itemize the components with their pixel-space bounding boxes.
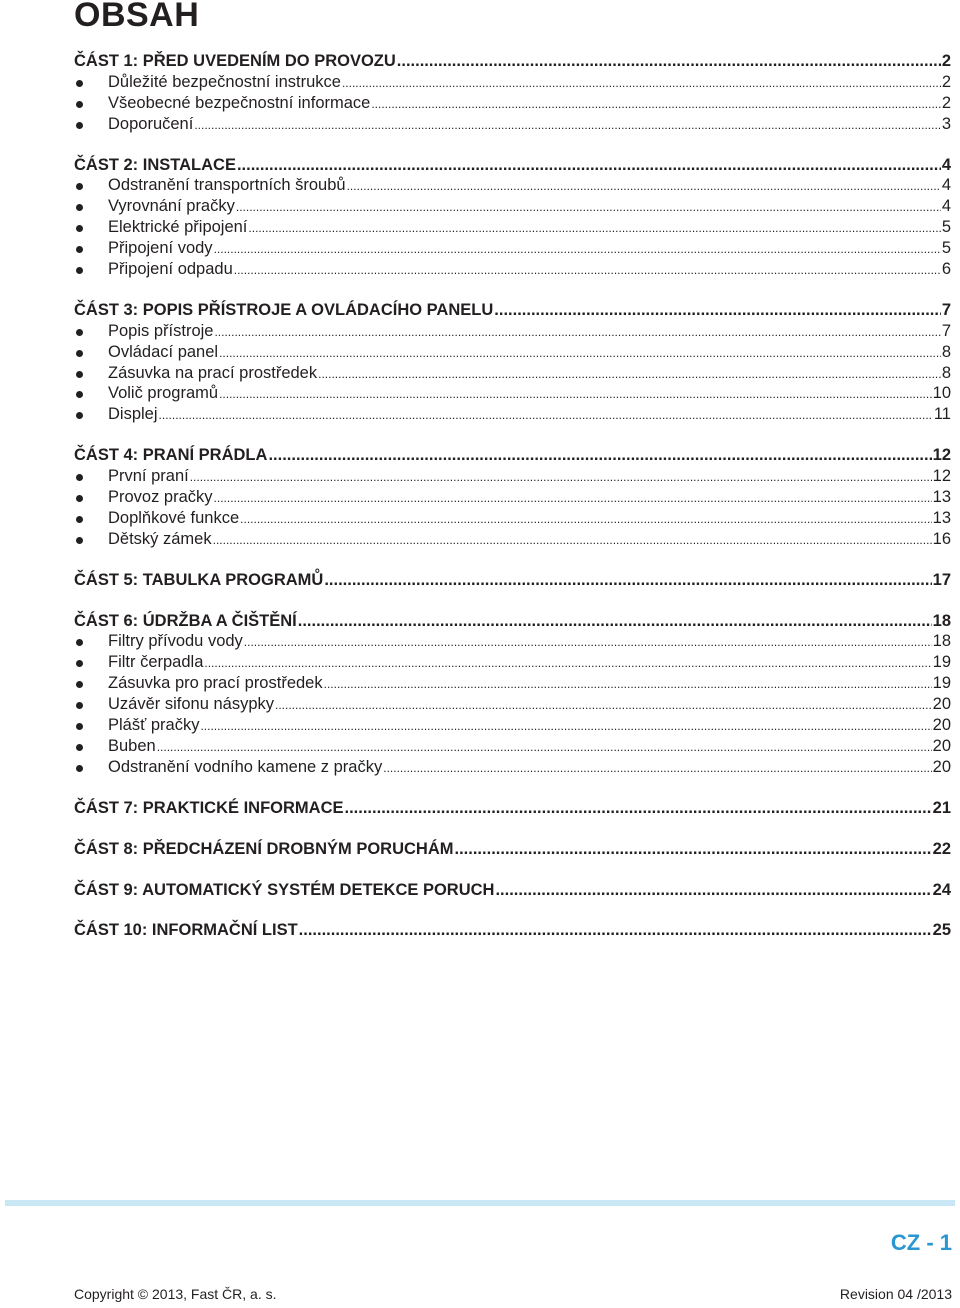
toc-entry[interactable] xyxy=(74,383,951,404)
toc-section xyxy=(74,880,951,901)
dot-leader xyxy=(214,488,932,509)
bullet-icon xyxy=(76,122,83,129)
entry-page-number: 7 xyxy=(941,321,951,340)
entry-label: Filtry přívodu vody xyxy=(108,632,243,651)
toc-entry[interactable] xyxy=(74,342,951,363)
dot-leader xyxy=(268,445,931,466)
section-page-number: 2 xyxy=(941,52,951,70)
entry-page-number: 2 xyxy=(941,72,951,91)
entry-page-number: 8 xyxy=(941,363,951,382)
dot-leader xyxy=(342,73,941,94)
bullet-icon xyxy=(76,101,83,108)
toc-entry[interactable] xyxy=(74,404,951,425)
section-title: ČÁST 4: PRANÍ PRÁDLA xyxy=(74,446,268,465)
section-page-number: 22 xyxy=(932,839,951,858)
entry-page-number: 19 xyxy=(932,653,951,672)
toc-section-heading[interactable] xyxy=(74,611,951,632)
entry-label: Vyrovnání pračky xyxy=(108,197,235,216)
entry-label: Elektrické připojení xyxy=(108,218,248,237)
toc-section-heading[interactable] xyxy=(74,570,951,591)
bullet-icon xyxy=(76,702,83,709)
toc-entry[interactable] xyxy=(74,72,951,93)
toc-section xyxy=(74,611,951,778)
entry-page-number: 11 xyxy=(933,405,951,424)
entry-label: Zásuvka pro prací prostředek xyxy=(108,674,323,693)
toc-entry[interactable] xyxy=(74,238,951,259)
dot-leader xyxy=(213,530,932,551)
entry-page-number: 4 xyxy=(941,176,951,195)
dot-leader xyxy=(234,260,941,281)
dot-leader xyxy=(455,839,932,860)
toc-section-heading[interactable] xyxy=(74,920,951,941)
entry-page-number: 20 xyxy=(932,736,951,755)
dot-leader xyxy=(495,880,931,901)
dot-leader xyxy=(240,509,931,530)
bullet-icon xyxy=(76,495,83,502)
section-page-number: 21 xyxy=(932,798,951,817)
entry-label: Doporučení xyxy=(108,114,194,133)
toc-section xyxy=(74,445,951,549)
entry-label: Dětský zámek xyxy=(108,529,212,548)
toc-entry[interactable] xyxy=(74,259,951,280)
entry-label: Plášť pračky xyxy=(108,716,200,735)
entry-label: Zásuvka na prací prostředek xyxy=(108,363,318,382)
bullet-icon xyxy=(76,516,83,523)
entry-page-number: 4 xyxy=(941,197,951,216)
section-title: ČÁST 9: AUTOMATICKÝ SYSTÉM DETEKCE PORUCH xyxy=(74,880,495,899)
bullet-icon xyxy=(76,660,83,667)
dot-leader xyxy=(324,570,931,591)
dot-leader xyxy=(214,239,941,260)
entry-page-number: 12 xyxy=(932,467,951,486)
section-title: ČÁST 2: INSTALACE xyxy=(74,155,236,174)
entry-page-number: 18 xyxy=(932,632,951,651)
dot-leader xyxy=(324,674,932,695)
section-page-number: 17 xyxy=(932,570,951,589)
entry-page-number: 20 xyxy=(932,695,951,714)
toc-entry[interactable] xyxy=(74,715,951,736)
page-number: CZ - 1 xyxy=(890,1230,952,1255)
dot-leader xyxy=(347,176,941,197)
toc-section-heading[interactable] xyxy=(74,839,951,860)
entry-label: Doplňkové funkce xyxy=(108,508,240,527)
toc-entry[interactable] xyxy=(74,736,951,757)
bullet-icon xyxy=(76,765,83,772)
toc-entry[interactable] xyxy=(74,652,951,673)
dot-leader xyxy=(397,51,941,72)
dot-leader xyxy=(494,300,941,321)
dot-leader xyxy=(214,322,940,343)
dot-leader xyxy=(345,798,932,819)
toc-entry[interactable] xyxy=(74,631,951,652)
toc-entry[interactable] xyxy=(74,217,951,238)
footer-revision: Revision 04 /2013 xyxy=(839,1286,952,1302)
section-page-number: 18 xyxy=(932,611,951,630)
entry-page-number: 13 xyxy=(932,488,951,507)
entry-label: Připojení vody xyxy=(108,239,213,258)
dot-leader xyxy=(383,758,931,779)
entry-label: Všeobecné bezpečnostní informace xyxy=(108,93,371,112)
entry-page-number: 16 xyxy=(932,529,951,548)
bullet-icon xyxy=(76,391,83,398)
toc-entry[interactable] xyxy=(74,487,951,508)
dot-leader xyxy=(204,653,931,674)
entry-page-number: 2 xyxy=(941,93,951,112)
dot-leader xyxy=(194,115,941,136)
section-title: ČÁST 10: INFORMAČNÍ LIST xyxy=(74,921,298,940)
entry-page-number: 13 xyxy=(932,508,951,527)
entry-page-number: 6 xyxy=(941,260,951,279)
entry-label: Odstranění transportních šroubů xyxy=(108,176,346,195)
section-page-number: 24 xyxy=(932,880,951,899)
dot-leader xyxy=(219,343,941,364)
bullet-icon xyxy=(76,204,83,211)
toc-entry[interactable] xyxy=(74,508,951,529)
toc-entry[interactable] xyxy=(74,363,951,384)
bullet-icon xyxy=(76,267,83,274)
entry-label: Filtr čerpadla xyxy=(108,653,204,672)
dot-leader xyxy=(190,467,932,488)
section-title: ČÁST 7: PRAKTICKÉ INFORMACE xyxy=(74,798,344,817)
entry-label: Volič programů xyxy=(108,384,219,403)
entry-page-number: 20 xyxy=(932,716,951,735)
toc-section xyxy=(74,839,951,860)
toc-section-heading[interactable] xyxy=(74,445,951,466)
toc-entry[interactable] xyxy=(74,175,951,196)
dot-leader xyxy=(236,197,941,218)
toc-entry[interactable] xyxy=(74,694,951,715)
entry-label: Popis přístroje xyxy=(108,321,214,340)
entry-label: Připojení odpadu xyxy=(108,260,233,279)
section-title: ČÁST 5: TABULKA PROGRAMŮ xyxy=(74,570,324,589)
entry-page-number: 5 xyxy=(941,239,951,258)
dot-leader xyxy=(318,364,941,385)
footer-divider xyxy=(5,1200,955,1206)
toc-section-heading[interactable] xyxy=(74,798,951,819)
toc-entry[interactable] xyxy=(74,196,951,217)
dot-leader xyxy=(298,611,932,632)
dot-leader xyxy=(299,920,932,941)
section-title: ČÁST 3: POPIS PŘÍSTROJE A OVLÁDACÍHO PANELU xyxy=(74,300,494,319)
entry-page-number: 19 xyxy=(932,674,951,693)
dot-leader xyxy=(371,94,940,115)
entry-label: Uzávěr sifonu násypky xyxy=(108,695,274,714)
toc-section xyxy=(74,51,951,135)
bullet-icon xyxy=(76,246,83,253)
toc-section xyxy=(74,570,951,591)
entry-label: Provoz pračky xyxy=(108,488,213,507)
dot-leader xyxy=(159,405,933,426)
bullet-icon xyxy=(76,371,83,378)
entry-label: Displej xyxy=(108,405,158,424)
entry-label: Ovládací panel xyxy=(108,342,219,361)
section-page-number: 25 xyxy=(932,921,951,940)
section-title: ČÁST 6: ÚDRŽBA A ČIŠTĚNÍ xyxy=(74,611,297,630)
bullet-icon xyxy=(76,350,83,357)
toc-entry[interactable] xyxy=(74,673,951,694)
toc-section xyxy=(74,300,951,425)
dot-leader xyxy=(244,632,932,653)
dot-leader xyxy=(248,218,940,239)
entry-page-number: 3 xyxy=(941,114,951,133)
entry-label: První praní xyxy=(108,467,189,486)
bullet-icon xyxy=(76,225,83,232)
entry-page-number: 5 xyxy=(941,218,951,237)
toc-entry[interactable] xyxy=(74,466,951,487)
bullet-icon xyxy=(76,744,83,751)
toc-entry[interactable] xyxy=(74,93,951,114)
dot-leader xyxy=(219,384,932,405)
section-title: ČÁST 8: PŘEDCHÁZENÍ DROBNÝM PORUCHÁM xyxy=(74,839,454,858)
section-page-number: 12 xyxy=(932,446,951,465)
bullet-icon xyxy=(76,537,83,544)
toc-entry[interactable] xyxy=(74,757,951,778)
toc-section-heading[interactable] xyxy=(74,155,951,176)
toc-entry[interactable] xyxy=(74,321,951,342)
page-title: OBSAH xyxy=(74,0,200,34)
entry-label: Buben xyxy=(108,736,156,755)
bullet-icon xyxy=(76,412,83,419)
toc-section-heading[interactable] xyxy=(74,300,951,321)
bullet-icon xyxy=(76,681,83,688)
table-of-contents xyxy=(74,51,951,961)
dot-leader xyxy=(275,695,932,716)
dot-leader xyxy=(157,737,932,758)
entry-page-number: 8 xyxy=(941,342,951,361)
toc-section xyxy=(74,920,951,941)
toc-section-heading[interactable] xyxy=(74,51,951,72)
bullet-icon xyxy=(76,183,83,190)
entry-page-number: 20 xyxy=(932,757,951,776)
bullet-icon xyxy=(76,329,83,336)
dot-leader xyxy=(237,155,941,176)
toc-entry[interactable] xyxy=(74,529,951,550)
entry-label: Důležité bezpečnostní instrukce xyxy=(108,72,341,91)
toc-section xyxy=(74,798,951,819)
toc-entry[interactable] xyxy=(74,114,951,135)
dot-leader xyxy=(200,716,931,737)
section-title: ČÁST 1: PŘED UVEDENÍM DO PROVOZU xyxy=(74,52,396,70)
section-page-number: 4 xyxy=(941,155,951,174)
section-page-number: 7 xyxy=(941,300,951,319)
entry-label: Odstranění vodního kamene z pračky xyxy=(108,757,383,776)
toc-section-heading[interactable] xyxy=(74,880,951,901)
entry-page-number: 10 xyxy=(932,384,951,403)
bullet-icon xyxy=(76,80,83,87)
bullet-icon xyxy=(76,474,83,481)
bullet-icon xyxy=(76,639,83,646)
bullet-icon xyxy=(76,723,83,730)
footer-copyright: Copyright © 2013, Fast ČR, a. s. xyxy=(74,1286,277,1302)
toc-section xyxy=(74,155,951,280)
